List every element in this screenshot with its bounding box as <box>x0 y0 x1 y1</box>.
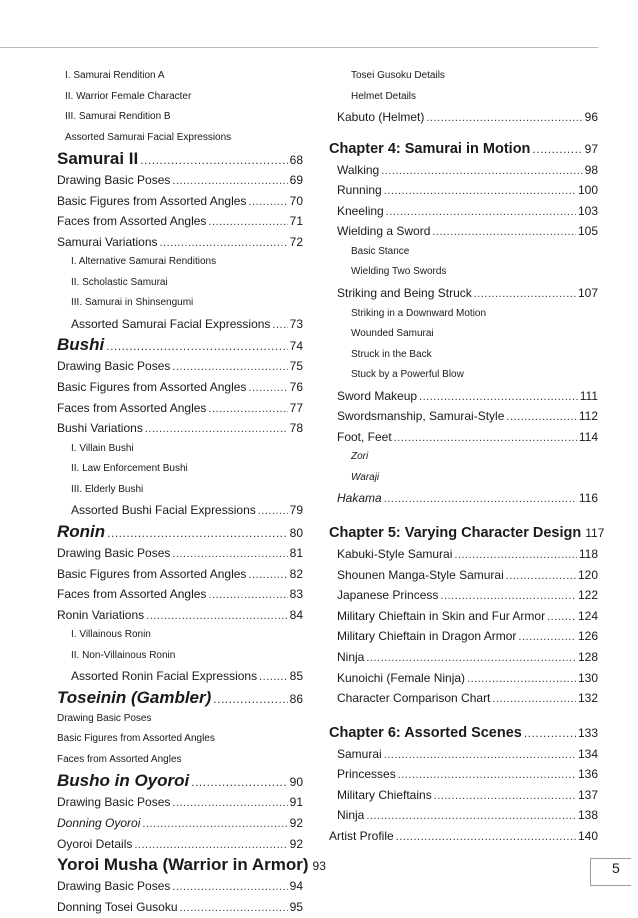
toc-subentry <box>57 480 303 501</box>
dot-leader <box>142 814 287 835</box>
toc-entry-page: 118 <box>578 546 598 561</box>
toc-entry <box>57 232 303 253</box>
toc-subentry <box>57 107 303 128</box>
toc-entry <box>57 377 303 398</box>
toc-entry-page: 82 <box>289 566 303 581</box>
toc-entry-title: III. Samurai in Shinsengumi <box>71 297 194 309</box>
toc-subentry <box>329 262 598 283</box>
toc-entry <box>329 606 598 627</box>
dot-leader <box>440 586 576 607</box>
toc-entry-page: 86 <box>289 691 303 706</box>
toc-entry <box>57 897 303 918</box>
toc-entry-page: 122 <box>577 588 598 603</box>
toc-right-column <box>329 66 605 847</box>
dot-leader <box>547 607 576 628</box>
toc-subentry <box>329 365 598 386</box>
dot-leader <box>258 501 288 522</box>
dot-leader <box>467 669 576 690</box>
toc-entry <box>57 813 303 834</box>
toc-entry-page: 134 <box>577 746 598 761</box>
toc-section <box>57 148 303 170</box>
toc-entry-page: 103 <box>577 203 598 218</box>
toc-entry-title: Artist Profile <box>329 829 394 844</box>
toc-entry-title: Donning Oyoroi <box>57 816 141 830</box>
dot-leader <box>366 806 576 827</box>
toc-entry <box>329 283 598 304</box>
toc-section <box>57 334 303 356</box>
toc-entry-page: 91 <box>289 795 303 810</box>
toc-entry-page: 75 <box>289 359 303 374</box>
toc-entry-title: Kneeling <box>337 203 384 218</box>
dot-leader <box>248 192 287 213</box>
toc-subentry <box>57 87 303 108</box>
toc-entry-title: Basic Figures from Assorted Angles <box>57 566 247 581</box>
dot-leader <box>208 585 287 606</box>
dot-leader <box>160 233 288 254</box>
toc-entry-page: 78 <box>289 421 303 436</box>
toc-subentry <box>329 87 598 108</box>
toc-entry-title: Faces from Assorted Angles <box>57 400 207 415</box>
toc-entry <box>57 314 303 335</box>
toc-subentry <box>57 459 303 480</box>
toc-entry-page: 126 <box>577 629 598 644</box>
toc-entry-title: III. Samurai Rendition B <box>65 111 171 122</box>
toc-entry <box>57 418 303 439</box>
toc-entry-page: 73 <box>289 316 303 331</box>
dot-leader <box>172 357 287 378</box>
toc-entry <box>329 544 598 565</box>
toc-entry-title: Waraji <box>351 471 380 483</box>
toc-entry-page: 107 <box>577 285 598 300</box>
toc-subentry <box>329 345 598 366</box>
toc-entry-title: III. Elderly Bushi <box>71 483 144 495</box>
toc-subentry <box>57 273 303 294</box>
toc-subentry <box>57 729 303 750</box>
toc-entry <box>329 668 598 689</box>
toc-entry-title: Ninja <box>337 808 365 823</box>
toc-entry-page: 111 <box>579 388 598 403</box>
toc-entry <box>57 356 303 377</box>
toc-entry-page: 90 <box>289 775 303 790</box>
dot-leader <box>180 898 288 918</box>
toc-entry <box>329 626 598 647</box>
toc-entry-title: Samurai II <box>57 149 139 168</box>
dot-leader <box>248 565 287 586</box>
toc-entry-page: 96 <box>584 110 598 124</box>
toc-entry-page: 84 <box>289 607 303 622</box>
toc-entry <box>329 386 598 407</box>
toc-entry-page: 80 <box>289 525 303 540</box>
toc-entry <box>329 805 598 826</box>
toc-entry-page: 95 <box>289 899 303 914</box>
toc-entry-title: Character Comparison Chart <box>337 691 491 706</box>
toc-entry-title: Chapter 6: Assorted Scenes <box>329 724 522 741</box>
toc-entry-title: Drawing Basic Poses <box>57 545 171 560</box>
toc-entry-title: Military Chieftains <box>337 787 432 802</box>
toc-entry <box>329 201 598 222</box>
toc-entry-title: Drawing Basic Poses <box>57 359 171 374</box>
toc-entry-title: I. Samurai Rendition A <box>65 70 165 81</box>
dot-leader <box>366 648 576 669</box>
toc-entry <box>329 565 598 586</box>
dot-leader <box>396 827 576 848</box>
toc-entry-title: Struck in the Back <box>351 348 432 360</box>
toc-section <box>57 854 326 876</box>
toc-entry-title: Assorted Ronin Facial Expressions <box>71 669 258 684</box>
toc-entry-title: Foot, Feet <box>337 429 392 444</box>
toc-entry-title: Busho in Oyoroi <box>57 771 190 791</box>
toc-subentry <box>329 66 598 87</box>
toc-entry-title: Walking <box>337 162 380 177</box>
toc-entry-page: 69 <box>289 173 303 187</box>
toc-entry-page: 120 <box>577 567 598 582</box>
toc-section <box>57 687 303 709</box>
toc-subentry <box>329 468 598 489</box>
toc-entry-title: Running <box>337 183 382 198</box>
toc-entry-title: Yoroi Musha (Warrior in Armor) <box>57 855 309 875</box>
toc-entry-page: 68 <box>289 153 303 167</box>
toc-subentry <box>329 324 598 345</box>
toc-entry-page: 105 <box>577 224 598 239</box>
toc-entry-title: Bushi Variations <box>57 421 143 436</box>
toc-entry-title: Military Chieftain in Dragon Armor <box>337 629 517 644</box>
dot-leader <box>272 315 287 336</box>
toc-subentry <box>329 242 598 263</box>
toc-chapter <box>329 138 598 160</box>
toc-entry-title: II. Law Enforcement Bushi <box>71 463 188 475</box>
toc-entry-title: Oyoroi Details <box>57 836 133 851</box>
toc-entry-title: Bushi <box>57 335 105 355</box>
toc-subentry <box>57 439 303 460</box>
dot-leader <box>140 149 287 171</box>
toc-entry-page: 132 <box>577 691 598 706</box>
toc-entry <box>329 180 598 201</box>
toc-entry-title: Sword Makeup <box>337 388 418 403</box>
section-spacer <box>329 128 598 138</box>
toc-entry <box>57 876 303 897</box>
dot-leader <box>381 161 582 182</box>
toc-entry-page: 100 <box>577 183 598 198</box>
toc-entry <box>329 406 598 427</box>
page-number-box <box>590 858 631 886</box>
toc-entry-title: Faces from Assorted Angles <box>57 214 207 229</box>
toc-entry <box>329 427 598 448</box>
toc-entry <box>329 785 598 806</box>
toc-section <box>57 521 303 543</box>
toc-entry-title: Assorted Samurai Facial Expressions <box>71 316 271 331</box>
toc-subentry <box>57 709 303 730</box>
toc-entry-title: Samurai Variations <box>57 234 158 249</box>
toc-entry <box>57 543 303 564</box>
dot-leader <box>434 786 576 807</box>
toc-entry-title: Basic Figures from Assorted Angles <box>57 733 215 745</box>
dot-leader <box>208 399 287 420</box>
toc-entry-title: Zori <box>351 451 369 463</box>
toc-entry-title: Assorted Bushi Facial Expressions <box>71 503 256 518</box>
dot-leader <box>394 428 577 449</box>
dot-leader <box>454 545 576 566</box>
dot-leader <box>432 222 576 243</box>
toc-entry-page: 77 <box>289 400 303 415</box>
dot-leader <box>134 835 287 856</box>
toc-entry-title: Wielding a Sword <box>337 224 431 239</box>
toc-entry-title: Ninja <box>337 649 365 664</box>
dot-leader <box>213 688 287 710</box>
toc-entry-title: Stuck by a Powerful Blow <box>351 369 464 381</box>
toc-entry-page: 116 <box>578 491 598 506</box>
dot-leader <box>145 419 288 440</box>
toc-entry-title: Ronin <box>57 521 106 541</box>
toc-entry-title: I. Alternative Samurai Renditions <box>71 256 217 268</box>
dot-leader <box>107 522 287 544</box>
toc-entry-title: Shounen Manga-Style Samurai <box>337 567 504 582</box>
toc-entry-title: Drawing Basic Poses <box>57 712 152 724</box>
toc-entry <box>329 160 598 181</box>
toc-entry-page: 92 <box>289 836 303 851</box>
toc-entry-title: Striking and Being Struck <box>337 285 472 300</box>
toc-entry <box>57 500 303 521</box>
toc-entry-page: 138 <box>577 808 598 823</box>
toc-entry-title: II. Warrior Female Character <box>65 90 192 102</box>
toc-entry-page: 92 <box>289 816 303 830</box>
toc-subentry <box>57 293 303 314</box>
toc-entry <box>57 170 303 191</box>
toc-entry-page: 117 <box>585 525 605 540</box>
dot-leader <box>146 606 287 627</box>
section-spacer <box>329 709 598 722</box>
toc-entry-page: 137 <box>577 787 598 802</box>
toc-entry-page: 71 <box>289 214 303 229</box>
dot-leader <box>191 771 287 793</box>
dot-leader <box>208 212 287 233</box>
dot-leader <box>426 108 582 129</box>
toc-entry-title: Kabuto (Helmet) <box>337 110 425 124</box>
dot-leader <box>474 284 576 305</box>
toc-entry <box>329 764 598 785</box>
toc-entry-title: Wielding Two Swords <box>351 266 447 278</box>
toc-entry-page: 97 <box>584 141 598 156</box>
toc-entry-page: 136 <box>577 767 598 782</box>
toc-entry-title: Helmet Details <box>351 90 417 102</box>
toc-entry-page: 114 <box>578 429 598 444</box>
dot-leader <box>384 181 576 202</box>
toc-subentry <box>57 646 303 667</box>
toc-entry <box>329 107 598 128</box>
toc-entry-title: Basic Figures from Assorted Angles <box>57 193 247 208</box>
toc-entry <box>329 744 598 765</box>
toc-entry <box>57 605 303 626</box>
dot-leader <box>106 335 287 357</box>
toc-entry-page: 74 <box>289 339 303 354</box>
toc-entry <box>57 564 303 585</box>
toc-entry-title: Drawing Basic Poses <box>57 795 171 810</box>
toc-entry-title: Assorted Samurai Facial Expressions <box>65 131 232 143</box>
toc-entry-page: 128 <box>577 649 598 664</box>
dot-leader <box>384 489 577 510</box>
toc-subentry <box>57 66 303 87</box>
toc-entry <box>329 688 598 709</box>
toc-entry-page: 133 <box>577 725 598 740</box>
toc-entry-page: 140 <box>577 829 598 844</box>
toc-entry-title: I. Villainous Ronin <box>71 629 151 641</box>
toc-entry-page: 83 <box>289 587 303 602</box>
toc-entry-title: Tosei Gusoku Details <box>351 70 445 81</box>
toc-entry-title: Chapter 5: Varying Character Design <box>329 524 582 541</box>
toc-entry-page: 72 <box>289 234 303 249</box>
toc-entry-page: 98 <box>584 162 598 177</box>
dot-leader <box>506 407 576 428</box>
toc-entry-title: Drawing Basic Poses <box>57 173 171 187</box>
toc-entry <box>57 584 303 605</box>
toc-entry-title: II. Scholastic Samurai <box>71 276 168 288</box>
dot-leader <box>532 138 582 160</box>
toc-entry-page: 76 <box>289 380 303 395</box>
dot-leader <box>386 202 576 223</box>
dot-leader <box>384 745 576 766</box>
toc-entry-page: 94 <box>289 879 303 894</box>
toc-left-column <box>57 66 326 917</box>
toc-subentry <box>57 252 303 273</box>
dot-leader <box>419 387 578 408</box>
toc-entry-page: 93 <box>312 859 326 874</box>
dot-leader <box>524 722 576 744</box>
dot-leader <box>172 171 287 192</box>
toc-subentry <box>329 447 598 468</box>
dot-leader <box>248 378 287 399</box>
toc-entry-title: Swordsmanship, Samurai-Style <box>337 409 505 424</box>
dot-leader <box>172 544 287 565</box>
toc-entry-page: 124 <box>577 608 598 623</box>
toc-entry <box>57 191 303 212</box>
toc-entry-title: Hakama <box>337 491 382 506</box>
toc-entry-title: Kabuki-Style Samurai <box>337 546 453 561</box>
toc-subentry <box>57 625 303 646</box>
toc-entry <box>57 398 303 419</box>
toc-entry-title: Drawing Basic Poses <box>57 879 171 894</box>
toc-entry-page: 81 <box>289 545 303 560</box>
toc-entry <box>329 488 598 509</box>
toc-entry-title: Ronin Variations <box>57 607 145 622</box>
toc-entry-title: Striking in a Downward Motion <box>351 307 487 319</box>
toc-entry-title: Japanese Princess <box>337 588 439 603</box>
toc-entry <box>57 666 303 687</box>
toc-entry <box>57 792 303 813</box>
toc-chapter <box>329 522 605 544</box>
toc-entry-title: Military Chieftain in Skin and Fur Armor <box>337 608 546 623</box>
toc-chapter <box>329 722 598 744</box>
dot-leader <box>518 627 576 648</box>
toc-entry-title: Faces from Assorted Angles <box>57 753 182 765</box>
toc-entry <box>329 585 598 606</box>
toc-entry-title: Faces from Assorted Angles <box>57 587 207 602</box>
toc-entry-title: Basic Figures from Assorted Angles <box>57 380 247 395</box>
page-number: 5 <box>612 860 620 876</box>
toc-entry-title: Chapter 4: Samurai in Motion <box>329 140 531 157</box>
toc-entry <box>329 647 598 668</box>
toc-entry-title: Wounded Samurai <box>351 328 434 340</box>
toc-entry-page: 112 <box>578 409 598 424</box>
dot-leader <box>492 689 576 710</box>
dot-leader <box>506 566 576 587</box>
toc-entry-title: Kunoichi (Female Ninja) <box>337 670 466 685</box>
toc-entry-page: 79 <box>289 503 303 518</box>
toc-entry-title: Samurai <box>337 746 382 761</box>
toc-entry-title: Donning Tosei Gusoku <box>57 899 178 914</box>
toc-entry <box>329 221 598 242</box>
toc-entry-page: 85 <box>289 669 303 684</box>
top-rule <box>0 47 598 48</box>
toc-entry <box>57 211 303 232</box>
toc-subentry <box>329 304 598 325</box>
toc-entry-page: 70 <box>289 193 303 208</box>
toc-entry-title: Toseinin (Gambler) <box>57 687 212 707</box>
dot-leader <box>172 877 287 898</box>
section-spacer <box>329 509 598 522</box>
dot-leader <box>259 667 288 688</box>
toc-entry-title: I. Villain Bushi <box>71 442 134 454</box>
toc-entry-page: 130 <box>577 670 598 685</box>
toc-subentry <box>57 128 303 149</box>
toc-subentry <box>57 750 303 771</box>
toc-entry <box>57 834 303 855</box>
toc-entry-title: II. Non-Villainous Ronin <box>71 649 176 661</box>
toc-section <box>57 770 303 792</box>
dot-leader <box>398 765 576 786</box>
toc-entry-title: Princesses <box>337 767 396 782</box>
toc-entry <box>329 826 598 847</box>
toc-entry-title: Basic Stance <box>351 245 410 257</box>
dot-leader <box>172 793 287 814</box>
